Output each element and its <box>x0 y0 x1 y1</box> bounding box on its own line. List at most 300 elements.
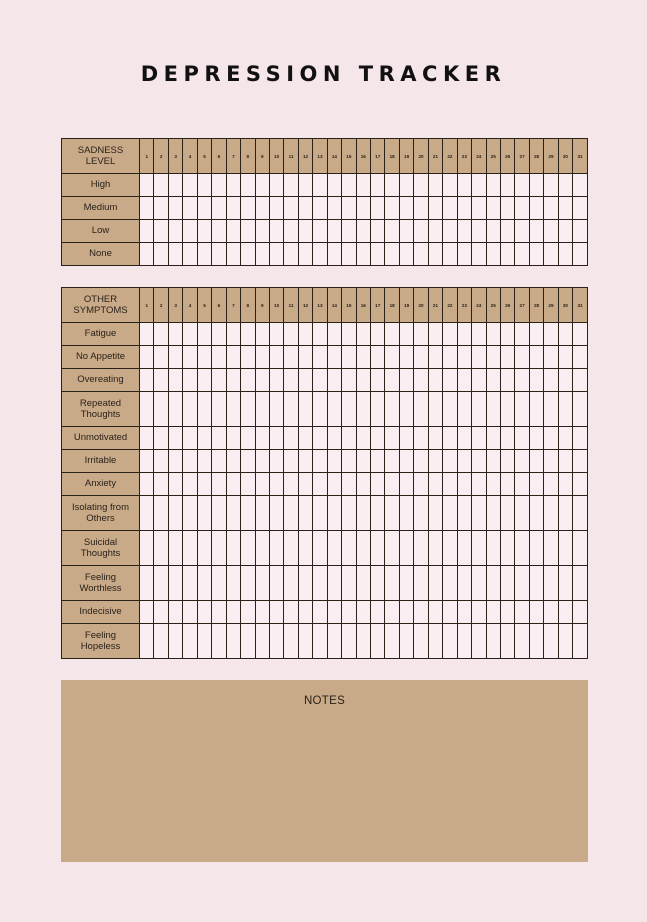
tracker-cell[interactable] <box>298 624 312 659</box>
tracker-cell[interactable] <box>573 346 588 369</box>
tracker-cell[interactable] <box>284 624 298 659</box>
tracker-cell[interactable] <box>472 174 486 197</box>
tracker-cell[interactable] <box>457 346 471 369</box>
tracker-cell[interactable] <box>443 243 457 266</box>
tracker-cell[interactable] <box>183 197 197 220</box>
tracker-cell[interactable] <box>414 450 428 473</box>
tracker-cell[interactable] <box>197 220 211 243</box>
tracker-cell[interactable] <box>529 531 543 566</box>
tracker-cell[interactable] <box>356 220 370 243</box>
tracker-cell[interactable] <box>241 197 255 220</box>
tracker-cell[interactable] <box>269 473 283 496</box>
tracker-cell[interactable] <box>573 473 588 496</box>
tracker-cell[interactable] <box>298 566 312 601</box>
tracker-cell[interactable] <box>168 243 182 266</box>
tracker-cell[interactable] <box>573 392 588 427</box>
tracker-cell[interactable] <box>327 197 341 220</box>
tracker-cell[interactable] <box>371 369 385 392</box>
tracker-cell[interactable] <box>226 346 240 369</box>
tracker-cell[interactable] <box>342 220 356 243</box>
tracker-cell[interactable] <box>428 392 442 427</box>
tracker-cell[interactable] <box>342 243 356 266</box>
tracker-cell[interactable] <box>558 601 572 624</box>
tracker-cell[interactable] <box>313 174 327 197</box>
tracker-cell[interactable] <box>298 243 312 266</box>
tracker-cell[interactable] <box>443 601 457 624</box>
tracker-cell[interactable] <box>544 369 558 392</box>
tracker-cell[interactable] <box>313 496 327 531</box>
tracker-cell[interactable] <box>500 323 514 346</box>
tracker-cell[interactable] <box>443 427 457 450</box>
tracker-cell[interactable] <box>197 174 211 197</box>
tracker-cell[interactable] <box>500 566 514 601</box>
tracker-cell[interactable] <box>515 496 529 531</box>
tracker-cell[interactable] <box>558 624 572 659</box>
tracker-cell[interactable] <box>154 496 168 531</box>
tracker-cell[interactable] <box>269 531 283 566</box>
tracker-cell[interactable] <box>342 450 356 473</box>
tracker-cell[interactable] <box>414 174 428 197</box>
tracker-cell[interactable] <box>500 369 514 392</box>
tracker-cell[interactable] <box>197 346 211 369</box>
tracker-cell[interactable] <box>500 220 514 243</box>
tracker-cell[interactable] <box>385 566 399 601</box>
tracker-cell[interactable] <box>544 531 558 566</box>
tracker-cell[interactable] <box>313 473 327 496</box>
tracker-cell[interactable] <box>529 496 543 531</box>
tracker-cell[interactable] <box>269 427 283 450</box>
tracker-cell[interactable] <box>255 496 269 531</box>
tracker-cell[interactable] <box>399 346 413 369</box>
tracker-cell[interactable] <box>371 392 385 427</box>
tracker-cell[interactable] <box>486 473 500 496</box>
tracker-cell[interactable] <box>154 624 168 659</box>
tracker-cell[interactable] <box>428 450 442 473</box>
tracker-cell[interactable] <box>443 473 457 496</box>
tracker-cell[interactable] <box>269 174 283 197</box>
tracker-cell[interactable] <box>529 174 543 197</box>
tracker-cell[interactable] <box>371 197 385 220</box>
tracker-cell[interactable] <box>342 174 356 197</box>
tracker-cell[interactable] <box>241 243 255 266</box>
tracker-cell[interactable] <box>558 243 572 266</box>
tracker-cell[interactable] <box>558 496 572 531</box>
tracker-cell[interactable] <box>457 624 471 659</box>
tracker-cell[interactable] <box>298 496 312 531</box>
tracker-cell[interactable] <box>457 566 471 601</box>
tracker-cell[interactable] <box>154 174 168 197</box>
tracker-cell[interactable] <box>154 197 168 220</box>
tracker-cell[interactable] <box>385 427 399 450</box>
tracker-cell[interactable] <box>558 220 572 243</box>
tracker-cell[interactable] <box>342 323 356 346</box>
tracker-cell[interactable] <box>168 392 182 427</box>
tracker-cell[interactable] <box>197 624 211 659</box>
tracker-cell[interactable] <box>241 566 255 601</box>
tracker-cell[interactable] <box>414 473 428 496</box>
tracker-cell[interactable] <box>443 174 457 197</box>
tracker-cell[interactable] <box>558 197 572 220</box>
tracker-cell[interactable] <box>472 427 486 450</box>
tracker-cell[interactable] <box>457 243 471 266</box>
tracker-cell[interactable] <box>327 427 341 450</box>
tracker-cell[interactable] <box>457 473 471 496</box>
tracker-cell[interactable] <box>500 601 514 624</box>
tracker-cell[interactable] <box>212 427 226 450</box>
tracker-cell[interactable] <box>140 531 154 566</box>
tracker-cell[interactable] <box>544 346 558 369</box>
tracker-cell[interactable] <box>529 220 543 243</box>
tracker-cell[interactable] <box>573 197 588 220</box>
tracker-cell[interactable] <box>313 369 327 392</box>
tracker-cell[interactable] <box>212 369 226 392</box>
tracker-cell[interactable] <box>298 369 312 392</box>
tracker-cell[interactable] <box>385 531 399 566</box>
tracker-cell[interactable] <box>428 624 442 659</box>
tracker-cell[interactable] <box>269 369 283 392</box>
tracker-cell[interactable] <box>313 346 327 369</box>
tracker-cell[interactable] <box>356 369 370 392</box>
tracker-cell[interactable] <box>472 450 486 473</box>
tracker-cell[interactable] <box>486 243 500 266</box>
tracker-cell[interactable] <box>457 496 471 531</box>
tracker-cell[interactable] <box>544 450 558 473</box>
tracker-cell[interactable] <box>140 220 154 243</box>
tracker-cell[interactable] <box>573 450 588 473</box>
notes-box[interactable] <box>61 680 588 862</box>
tracker-cell[interactable] <box>154 346 168 369</box>
tracker-cell[interactable] <box>529 369 543 392</box>
tracker-cell[interactable] <box>183 566 197 601</box>
tracker-cell[interactable] <box>154 601 168 624</box>
tracker-cell[interactable] <box>342 427 356 450</box>
tracker-cell[interactable] <box>500 450 514 473</box>
tracker-cell[interactable] <box>443 323 457 346</box>
tracker-cell[interactable] <box>385 392 399 427</box>
tracker-cell[interactable] <box>558 473 572 496</box>
tracker-cell[interactable] <box>515 220 529 243</box>
tracker-cell[interactable] <box>342 346 356 369</box>
tracker-cell[interactable] <box>183 392 197 427</box>
tracker-cell[interactable] <box>255 566 269 601</box>
tracker-cell[interactable] <box>428 601 442 624</box>
tracker-cell[interactable] <box>284 323 298 346</box>
tracker-cell[interactable] <box>183 601 197 624</box>
tracker-cell[interactable] <box>457 531 471 566</box>
tracker-cell[interactable] <box>212 346 226 369</box>
tracker-cell[interactable] <box>573 427 588 450</box>
tracker-cell[interactable] <box>371 601 385 624</box>
tracker-cell[interactable] <box>472 392 486 427</box>
tracker-cell[interactable] <box>356 601 370 624</box>
tracker-cell[interactable] <box>298 392 312 427</box>
tracker-cell[interactable] <box>327 174 341 197</box>
tracker-cell[interactable] <box>371 220 385 243</box>
tracker-cell[interactable] <box>183 174 197 197</box>
tracker-cell[interactable] <box>255 369 269 392</box>
tracker-cell[interactable] <box>371 174 385 197</box>
tracker-cell[interactable] <box>515 369 529 392</box>
tracker-cell[interactable] <box>154 220 168 243</box>
tracker-cell[interactable] <box>327 473 341 496</box>
tracker-cell[interactable] <box>168 496 182 531</box>
tracker-cell[interactable] <box>457 427 471 450</box>
tracker-cell[interactable] <box>500 496 514 531</box>
tracker-cell[interactable] <box>371 450 385 473</box>
tracker-cell[interactable] <box>515 450 529 473</box>
tracker-cell[interactable] <box>573 323 588 346</box>
tracker-cell[interactable] <box>356 473 370 496</box>
tracker-cell[interactable] <box>313 323 327 346</box>
tracker-cell[interactable] <box>284 427 298 450</box>
tracker-cell[interactable] <box>154 392 168 427</box>
tracker-cell[interactable] <box>414 531 428 566</box>
tracker-cell[interactable] <box>140 197 154 220</box>
tracker-cell[interactable] <box>226 624 240 659</box>
tracker-cell[interactable] <box>342 624 356 659</box>
tracker-cell[interactable] <box>197 427 211 450</box>
tracker-cell[interactable] <box>183 220 197 243</box>
tracker-cell[interactable] <box>529 323 543 346</box>
tracker-cell[interactable] <box>313 427 327 450</box>
tracker-cell[interactable] <box>356 450 370 473</box>
tracker-cell[interactable] <box>486 220 500 243</box>
tracker-cell[interactable] <box>226 243 240 266</box>
tracker-cell[interactable] <box>529 197 543 220</box>
tracker-cell[interactable] <box>385 174 399 197</box>
tracker-cell[interactable] <box>212 392 226 427</box>
tracker-cell[interactable] <box>154 243 168 266</box>
tracker-cell[interactable] <box>197 392 211 427</box>
tracker-cell[interactable] <box>284 220 298 243</box>
tracker-cell[interactable] <box>255 624 269 659</box>
tracker-cell[interactable] <box>298 323 312 346</box>
tracker-cell[interactable] <box>241 369 255 392</box>
tracker-cell[interactable] <box>356 392 370 427</box>
tracker-cell[interactable] <box>241 346 255 369</box>
tracker-cell[interactable] <box>140 323 154 346</box>
tracker-cell[interactable] <box>226 566 240 601</box>
tracker-cell[interactable] <box>529 450 543 473</box>
tracker-cell[interactable] <box>168 450 182 473</box>
tracker-cell[interactable] <box>371 323 385 346</box>
tracker-cell[interactable] <box>457 392 471 427</box>
tracker-cell[interactable] <box>486 369 500 392</box>
tracker-cell[interactable] <box>327 346 341 369</box>
tracker-cell[interactable] <box>399 392 413 427</box>
tracker-cell[interactable] <box>558 369 572 392</box>
tracker-cell[interactable] <box>140 601 154 624</box>
tracker-cell[interactable] <box>356 531 370 566</box>
tracker-cell[interactable] <box>154 323 168 346</box>
tracker-cell[interactable] <box>168 197 182 220</box>
tracker-cell[interactable] <box>168 624 182 659</box>
tracker-cell[interactable] <box>226 369 240 392</box>
tracker-cell[interactable] <box>298 531 312 566</box>
tracker-cell[interactable] <box>515 531 529 566</box>
tracker-cell[interactable] <box>573 369 588 392</box>
tracker-cell[interactable] <box>241 174 255 197</box>
tracker-cell[interactable] <box>197 197 211 220</box>
tracker-cell[interactable] <box>356 624 370 659</box>
tracker-cell[interactable] <box>515 323 529 346</box>
tracker-cell[interactable] <box>573 624 588 659</box>
tracker-cell[interactable] <box>486 392 500 427</box>
tracker-cell[interactable] <box>226 496 240 531</box>
tracker-cell[interactable] <box>269 601 283 624</box>
tracker-cell[interactable] <box>414 369 428 392</box>
tracker-cell[interactable] <box>241 601 255 624</box>
tracker-cell[interactable] <box>529 566 543 601</box>
tracker-cell[interactable] <box>544 624 558 659</box>
tracker-cell[interactable] <box>183 624 197 659</box>
tracker-cell[interactable] <box>472 601 486 624</box>
tracker-cell[interactable] <box>486 496 500 531</box>
tracker-cell[interactable] <box>168 323 182 346</box>
tracker-cell[interactable] <box>443 369 457 392</box>
tracker-cell[interactable] <box>241 427 255 450</box>
tracker-cell[interactable] <box>472 197 486 220</box>
tracker-cell[interactable] <box>327 531 341 566</box>
tracker-cell[interactable] <box>529 243 543 266</box>
tracker-cell[interactable] <box>342 566 356 601</box>
tracker-cell[interactable] <box>140 473 154 496</box>
tracker-cell[interactable] <box>428 220 442 243</box>
tracker-cell[interactable] <box>168 346 182 369</box>
tracker-cell[interactable] <box>428 496 442 531</box>
tracker-cell[interactable] <box>168 220 182 243</box>
tracker-cell[interactable] <box>197 496 211 531</box>
tracker-cell[interactable] <box>428 174 442 197</box>
tracker-cell[interactable] <box>558 392 572 427</box>
tracker-cell[interactable] <box>385 601 399 624</box>
tracker-cell[interactable] <box>313 566 327 601</box>
tracker-cell[interactable] <box>443 450 457 473</box>
tracker-cell[interactable] <box>486 624 500 659</box>
tracker-cell[interactable] <box>327 243 341 266</box>
tracker-cell[interactable] <box>140 392 154 427</box>
tracker-cell[interactable] <box>356 427 370 450</box>
tracker-cell[interactable] <box>399 243 413 266</box>
tracker-cell[interactable] <box>399 369 413 392</box>
tracker-cell[interactable] <box>284 174 298 197</box>
tracker-cell[interactable] <box>558 566 572 601</box>
tracker-cell[interactable] <box>342 473 356 496</box>
tracker-cell[interactable] <box>399 323 413 346</box>
tracker-cell[interactable] <box>385 473 399 496</box>
tracker-cell[interactable] <box>154 566 168 601</box>
tracker-cell[interactable] <box>558 531 572 566</box>
tracker-cell[interactable] <box>428 346 442 369</box>
tracker-cell[interactable] <box>356 346 370 369</box>
tracker-cell[interactable] <box>500 197 514 220</box>
tracker-cell[interactable] <box>544 473 558 496</box>
tracker-cell[interactable] <box>385 450 399 473</box>
tracker-cell[interactable] <box>212 243 226 266</box>
tracker-cell[interactable] <box>443 346 457 369</box>
tracker-cell[interactable] <box>140 496 154 531</box>
tracker-cell[interactable] <box>168 531 182 566</box>
tracker-cell[interactable] <box>428 197 442 220</box>
tracker-cell[interactable] <box>573 243 588 266</box>
tracker-cell[interactable] <box>183 243 197 266</box>
tracker-cell[interactable] <box>212 566 226 601</box>
tracker-cell[interactable] <box>472 624 486 659</box>
tracker-cell[interactable] <box>544 392 558 427</box>
tracker-cell[interactable] <box>443 220 457 243</box>
tracker-cell[interactable] <box>414 566 428 601</box>
tracker-cell[interactable] <box>443 496 457 531</box>
tracker-cell[interactable] <box>486 323 500 346</box>
tracker-cell[interactable] <box>428 566 442 601</box>
tracker-cell[interactable] <box>529 427 543 450</box>
tracker-cell[interactable] <box>183 427 197 450</box>
tracker-cell[interactable] <box>255 346 269 369</box>
tracker-cell[interactable] <box>241 531 255 566</box>
tracker-cell[interactable] <box>241 496 255 531</box>
tracker-cell[interactable] <box>212 531 226 566</box>
tracker-cell[interactable] <box>443 624 457 659</box>
tracker-cell[interactable] <box>428 369 442 392</box>
tracker-cell[interactable] <box>226 323 240 346</box>
tracker-cell[interactable] <box>529 473 543 496</box>
tracker-cell[interactable] <box>399 220 413 243</box>
tracker-cell[interactable] <box>486 197 500 220</box>
tracker-cell[interactable] <box>414 220 428 243</box>
tracker-cell[interactable] <box>371 624 385 659</box>
tracker-cell[interactable] <box>399 174 413 197</box>
tracker-cell[interactable] <box>500 392 514 427</box>
tracker-cell[interactable] <box>154 450 168 473</box>
tracker-cell[interactable] <box>385 243 399 266</box>
tracker-cell[interactable] <box>356 566 370 601</box>
tracker-cell[interactable] <box>399 473 413 496</box>
tracker-cell[interactable] <box>197 601 211 624</box>
tracker-cell[interactable] <box>356 496 370 531</box>
tracker-cell[interactable] <box>515 243 529 266</box>
tracker-cell[interactable] <box>414 323 428 346</box>
tracker-cell[interactable] <box>269 346 283 369</box>
tracker-cell[interactable] <box>327 450 341 473</box>
tracker-cell[interactable] <box>342 369 356 392</box>
tracker-cell[interactable] <box>284 473 298 496</box>
tracker-cell[interactable] <box>197 531 211 566</box>
tracker-cell[interactable] <box>154 531 168 566</box>
tracker-cell[interactable] <box>313 197 327 220</box>
tracker-cell[interactable] <box>183 450 197 473</box>
tracker-cell[interactable] <box>515 174 529 197</box>
tracker-cell[interactable] <box>385 220 399 243</box>
tracker-cell[interactable] <box>500 624 514 659</box>
tracker-cell[interactable] <box>241 473 255 496</box>
tracker-cell[interactable] <box>298 174 312 197</box>
tracker-cell[interactable] <box>414 392 428 427</box>
tracker-cell[interactable] <box>327 392 341 427</box>
tracker-cell[interactable] <box>457 369 471 392</box>
tracker-cell[interactable] <box>414 346 428 369</box>
tracker-cell[interactable] <box>486 174 500 197</box>
tracker-cell[interactable] <box>529 601 543 624</box>
tracker-cell[interactable] <box>327 566 341 601</box>
tracker-cell[interactable] <box>269 624 283 659</box>
tracker-cell[interactable] <box>515 601 529 624</box>
tracker-cell[interactable] <box>269 220 283 243</box>
tracker-cell[interactable] <box>515 346 529 369</box>
tracker-cell[interactable] <box>399 601 413 624</box>
tracker-cell[interactable] <box>515 197 529 220</box>
tracker-cell[interactable] <box>327 496 341 531</box>
tracker-cell[interactable] <box>212 174 226 197</box>
